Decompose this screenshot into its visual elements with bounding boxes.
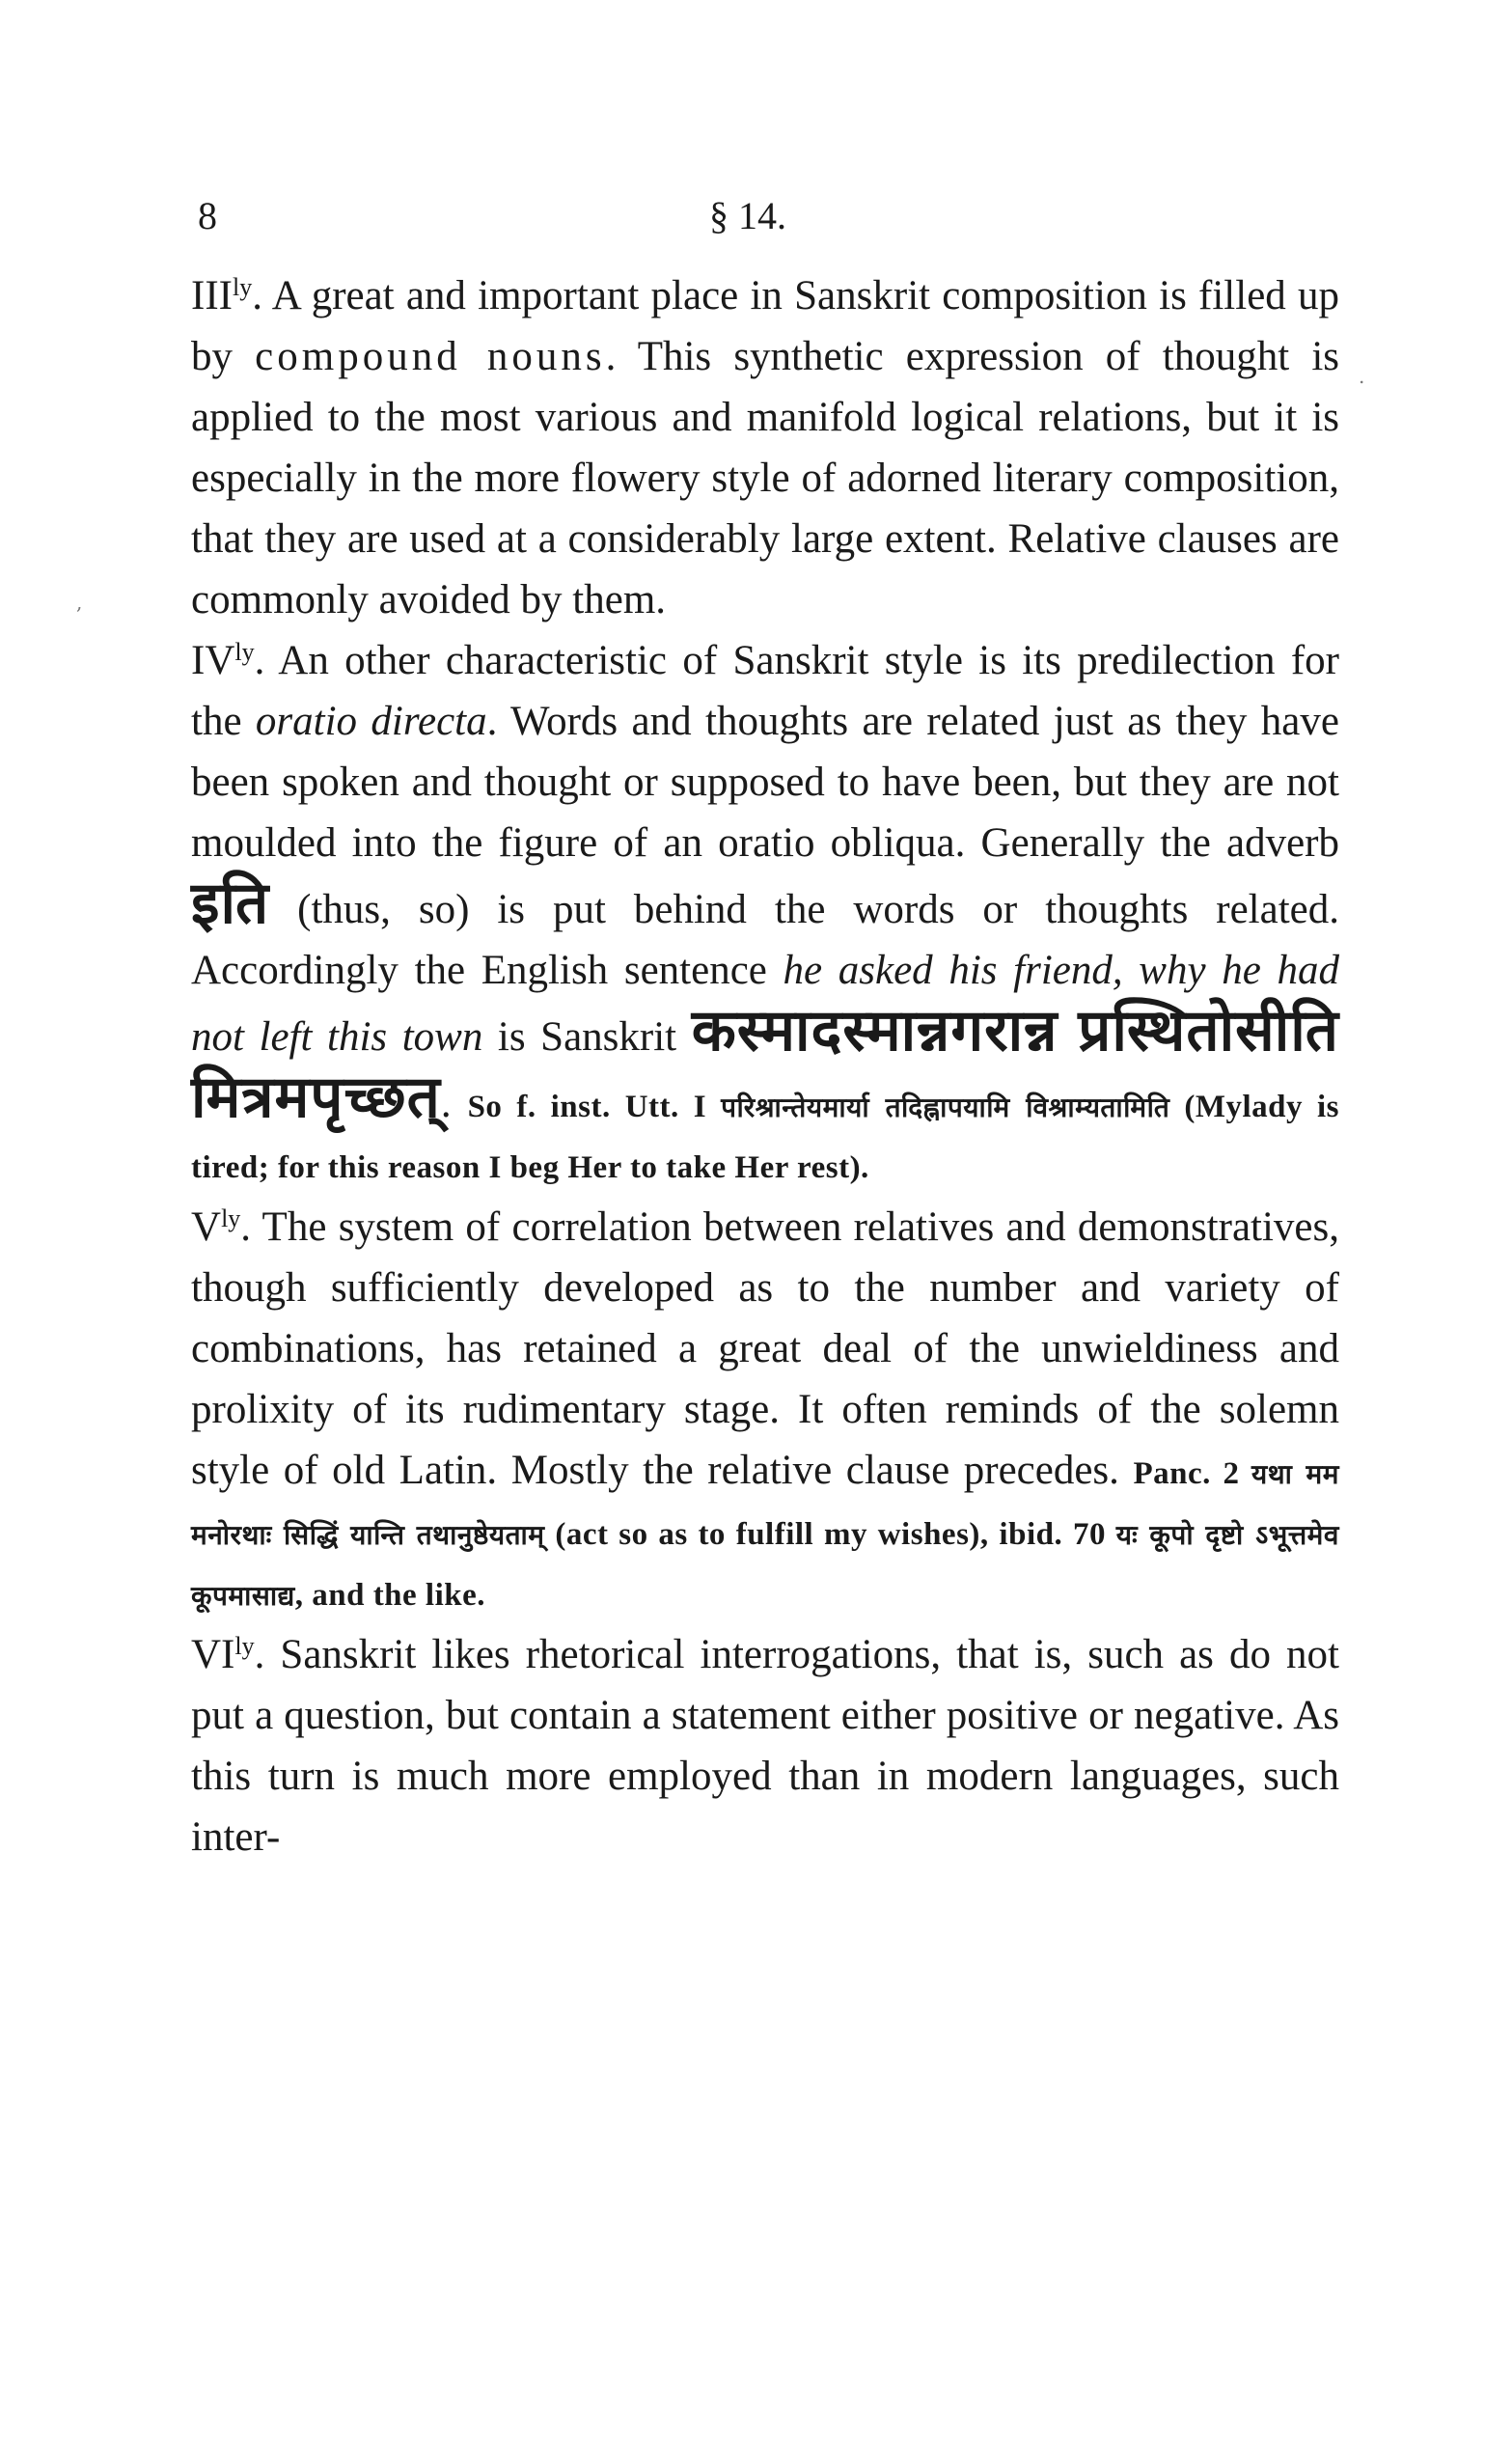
body-text bbox=[191, 265, 1339, 1867]
devanagari-citation: यः कूपो दृष्टो ऽभूत्तमेव कूपमासाद्य bbox=[191, 1519, 1339, 1612]
paragraph-label: $III^{ly}$ bbox=[191, 273, 253, 318]
paragraph-v: $V^{ly}$. The system of correlation between relatives and demonstratives, though sufficiently developed as to the number and variety of combinations, has retained a great deal of the unwieldiness and prolixity of its rudimentary stage. It often reminds of the solemn style of old Latin. Mostly the relative clause precedes. Panc. 2 यथा मम मनोरथाः सिद्धिं यान्ति तथानुष्ठेयताम् (act so as to fulfill my wishes), ibid. 70 यः कूपो दृष्टो ऽभूत्तमेव कूपमासाद्य, and the like. bbox=[191, 1204, 1339, 1613]
paragraph-label: $V^{ly}$ bbox=[191, 1204, 241, 1250]
paragraph-label: $IV^{ly}$ bbox=[191, 638, 255, 683]
stray-mark: . bbox=[1359, 365, 1365, 388]
paragraph-label: $VI^{ly}$ bbox=[191, 1632, 255, 1677]
devanagari-example: कस्मादस्मान्नगरान्न प्रस्थितोसीति मित्रमपृच्छत् bbox=[191, 999, 1339, 1129]
devanagari-word: इति bbox=[191, 871, 270, 935]
italic-sentence: he asked his friend, why he had not left this town bbox=[191, 948, 1339, 1060]
page-number: 8 bbox=[198, 194, 217, 237]
paragraph-vi: $VI^{ly}$. Sanskrit likes rhetorical interrogations, that is, such as do not put a question, but contain a statement either positive or negative. As this turn is much more employed than in modern languages, such inter- bbox=[191, 1632, 1339, 1860]
italic-term: oratio directa bbox=[255, 699, 487, 744]
devanagari-citation: परिश्रान्तेयमार्या तदिह्नापयामि विश्राम्यतामिति bbox=[721, 1092, 1170, 1123]
stray-mark: , bbox=[76, 591, 83, 614]
section-heading: § 14. bbox=[709, 194, 786, 237]
running-head bbox=[198, 193, 1319, 251]
citation: Panc. 2 यथा मम मनोरथाः सिद्धिं यान्ति तथानुष्ठेयताम् (act so as to fulfill my wishes), ibid. 70 यः कूपो दृष्टो ऽभूत्तमेव कूपमासाद्य, and the like. bbox=[191, 1456, 1339, 1613]
paragraph-iv: $IV^{ly}$. An other characteristic of Sanskrit style is its predilection for the oratio directa. Words and thoughts are related just as they have been spoken and thought or supposed to have been, but they are not moulded into the figure of an oratio obliqua. Generally the adverb इति (thus, so) is put behind the words or thoughts related. Accordingly the English sentence he asked his friend, why he had not left this town is Sanskrit कस्मादस्मान्नगरान्न प्रस्थितोसीति मित्रमपृच्छत्. So f. inst. Utt. I परिश्रान्तेयमार्या तदिह्नापयामि विश्राम्यतामिति (Mylady is tired; for this reason I beg Her to take Her rest). bbox=[191, 638, 1339, 1185]
citation: So f. inst. Utt. I परिश्रान्तेयमार्या तदिह्नापयामि विश्राम्यतामिति (Mylady is tired; for this reason I beg Her to take Her rest). bbox=[191, 1090, 1339, 1185]
devanagari-citation: यथा मम मनोरथाः सिद्धिं यान्ति तथानुष्ठेयताम् bbox=[191, 1458, 1339, 1551]
paragraph-iii: $III^{ly}$. A great and important place in Sanskrit composition is filled up by compound nouns. This synthetic expression of thought is applied to the most various and manifold logical relations, but it is especially in the more flowery style of adorned literary composition, that they are used at a considerably large extent. Relative clauses are commonly avoided by them. bbox=[191, 273, 1339, 622]
emphasis-spaced: compound nouns bbox=[255, 334, 606, 379]
